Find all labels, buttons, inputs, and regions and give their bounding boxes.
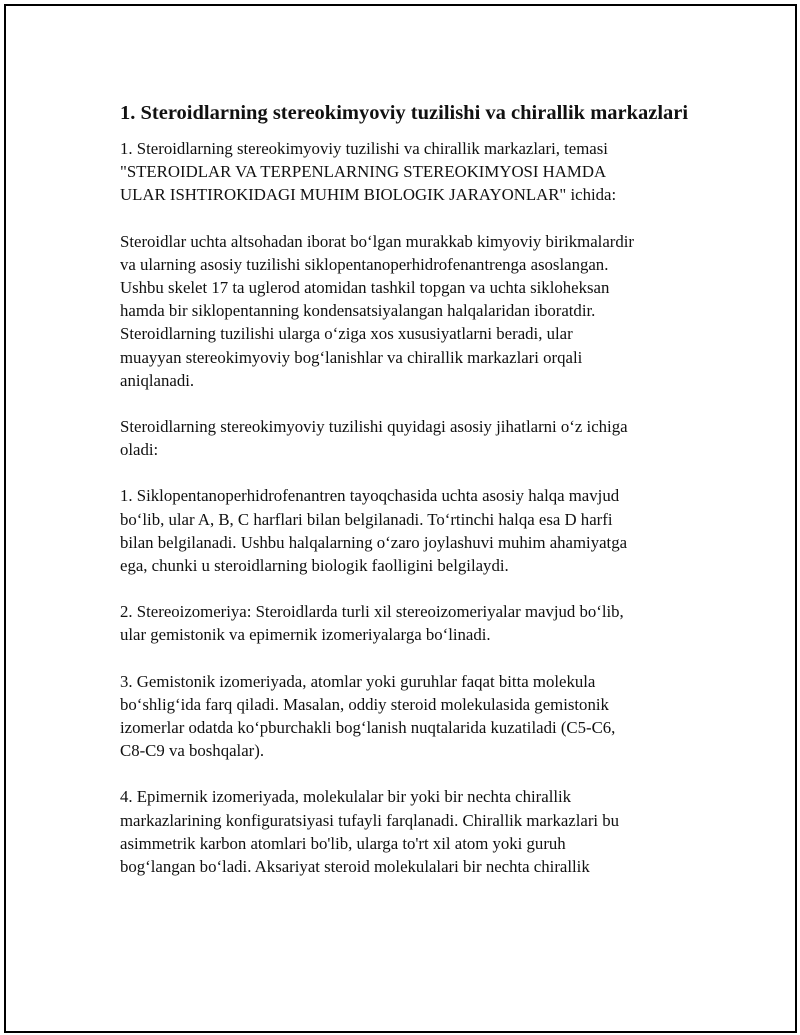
paragraph-intro: 1. Steroidlarning stereokimyoviy tuzilishi va chirallik markazlari, temasi "STEROIDLAR VA TERPENLARNING STEREOKIMYOSI HAMDA ULAR ISHTIROKIDAGI MUHIM BIOLOGIK JARAYONLAR" ichida: [120, 139, 617, 205]
paragraph-point-1: 1. Siklopentanoperhidrofenantren tayoqchasida uchta asosiy halqa mavjud bo‘lib, ular A, B, C harflari bilan belgilanadi. To‘rtinchi halqa esa D harfi bilan belgilanadi. Ushbu halqalarning o‘zaro joylashuvi muhim ahamiyatga ega, chunki u steroidlarning biologik faolligini belgilaydi. [120, 486, 628, 576]
document-body [120, 99, 700, 901]
paragraph-point-2: 2. Stereoizomeriya: Steroidlarda turli xil stereoizomeriyalar mavjud bo‘lib, ular gemistonik va epimernik izomeriyalarga bo‘linadi. [120, 602, 624, 645]
paragraph-point-3: 3. Gemistonik izomeriyada, atomlar yoki guruhlar faqat bitta molekula bo‘shlig‘ida farq qiladi. Masalan, oddiy steroid molekulasida gemistonik izomerlar odatda ko‘pburchakli bog‘lanish nuqtalarida kuzatiladi (C5-C6, C8-C9 va boshqalar). [120, 671, 616, 761]
document-title: 1. Steroidlarning stereokimyoviy tuzilishi va chirallik markazlari [120, 102, 689, 124]
paragraph-aspects-lead: Steroidlarning stereokimyoviy tuzilishi quyidagi asosiy jihatlarni o‘z ichiga oladi: [120, 417, 628, 460]
paragraph-point-4: 4. Epimernik izomeriyada, molekulalar bir yoki bir nechta chirallik markazlarining konfiguratsiyasi tufayli farqlanadi. Chirallik markazlari bu asimmetrik karbon atomlari bo'lib, ularga to'rt xil atom yoki guruh bog‘langan bo‘ladi. Aksariyat steroid molekulalari bir nechta chirallik [120, 787, 620, 877]
paragraph-steroid-definition: Steroidlar uchta altsohadan iborat bo‘lgan murakkab kimyoviy birikmalardir va ularning asosiy tuzilishi siklopentanoperhidrofenantrenga asoslangan. Ushbu skelet 17 ta uglerod atomidan tashkil topgan va uchta sikloheksan hamda bir siklopentanning kondensatsiyalangan halqalaridan iboratdir. Steroidlarning tuzilishi ularga o‘ziga xos xususiyatlarni beradi, ular muayyan stereokimyoviy bog‘lanishlar va chirallik markazlari orqali aniqlanadi. [120, 231, 635, 390]
document-page [4, 4, 797, 1033]
